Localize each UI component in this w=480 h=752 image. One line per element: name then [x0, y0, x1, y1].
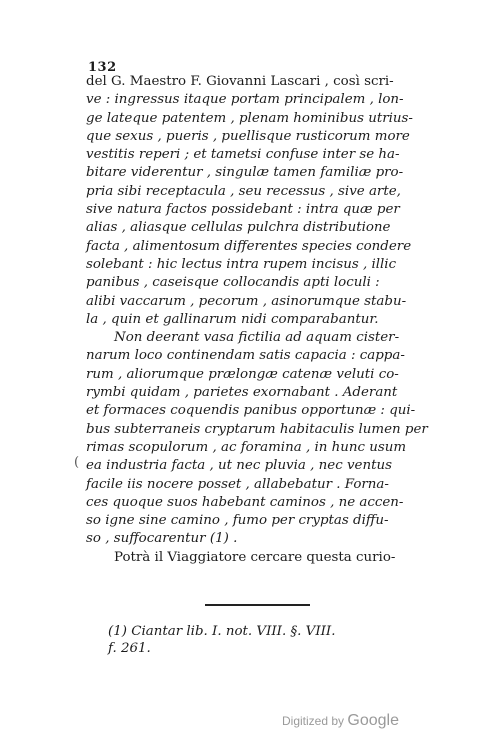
text-line: solebant : hic lectus intra rupem incisus , illic: [86, 256, 397, 272]
text-line: ea industria facta , ut nec pluvia , nec ventus: [86, 458, 392, 474]
text-line: facta , alimentosum differentes species condere: [86, 238, 412, 254]
text-line: panibus , caseisque collocandis apti loculi :: [86, 275, 380, 291]
text-line: pria sibi receptacula , seu recessus , sive arte,: [86, 183, 401, 199]
footnote-line: f. 261.: [108, 641, 151, 656]
text-line: que sexus , pueris , puellisque rusticorum more: [86, 128, 410, 144]
text-line: rum , aliorumque prælongæ catenæ veluti co-: [86, 366, 399, 382]
text-line: la , quin et gallinarum nidi comparabantur.: [86, 311, 379, 327]
text-line: alias , aliasque cellulas pulchra distributione: [86, 220, 391, 236]
text-line: rymbi quidam , parietes exornabant . Aderant: [86, 385, 398, 401]
text-line: narum loco continendam satis capacia : cappa-: [86, 348, 405, 364]
text-line: del G. Maestro F. Giovanni Lascari , così scri-: [86, 74, 394, 89]
text-line: et formaces coquendis panibus opportunæ : qui-: [86, 403, 416, 419]
text-line: ve : ingressus itaque portam principalem , lon-: [86, 92, 404, 108]
text-line: so , suffocarentur (1) .: [86, 531, 238, 547]
margin-mark: (: [74, 455, 80, 470]
text-line: alibi vaccarum , pecorum , asinorumque stabu-: [86, 293, 407, 309]
text-line: rimas scopulorum , ac foramina , in hunc usum: [86, 439, 407, 455]
text-line: bus subterraneis cryptarum habitaculis lumen per: [86, 421, 428, 437]
text-line: sive natura factos possidebant : intra quæ per: [86, 202, 400, 218]
text-line: ge lateque patentem , plenam hominibus utrius-: [86, 110, 413, 126]
page-number: 132: [88, 60, 117, 75]
text-line: vestitis reperi ; et tametsi confuse inter se ha-: [86, 147, 400, 163]
footnote: [108, 623, 468, 657]
digitization-watermark: [282, 712, 399, 730]
watermark-brand: Google: [347, 712, 399, 729]
text-line: ces quoque suos habebant caminos , ne accen-: [86, 494, 404, 510]
text-line: Potrà il Viaggiatore cercare questa curio-: [114, 549, 396, 565]
footnote-line: (1) Ciantar lib. I. not. VIII. §. VIII.: [108, 624, 336, 639]
footnote-divider: [205, 604, 310, 606]
text-line: bitare viderentur , singulæ tamen familiæ pro-: [86, 165, 404, 181]
text-line: Non deerant vasa fictilia ad aquam cister-: [114, 330, 400, 346]
watermark-prefix: Digitized by: [282, 714, 345, 728]
text-line: facile iis nocere posset , allabebatur . Forna-: [86, 476, 389, 492]
body-text: [86, 73, 466, 567]
text-line: so igne sine camino , fumo per cryptas diffu-: [86, 513, 389, 529]
